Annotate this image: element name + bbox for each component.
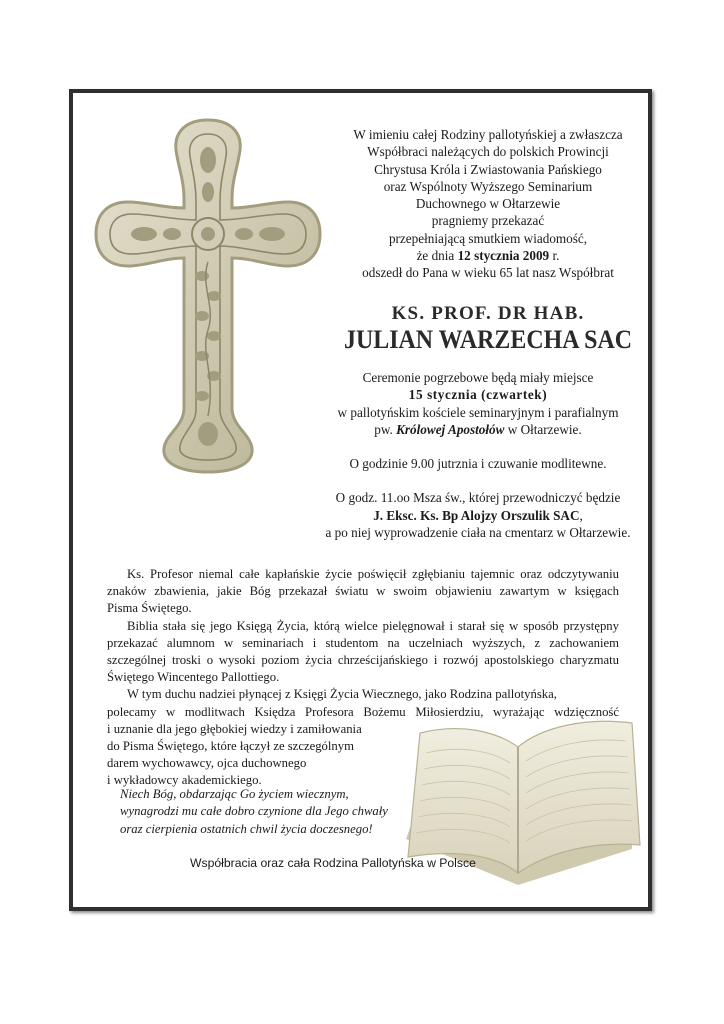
celebrant-name: J. Eksc. Ks. Bp Alojzy Orszulik SAC xyxy=(373,507,580,523)
death-date: 12 stycznia 2009 xyxy=(457,248,550,264)
prayer-line: Niech Bóg, obdarzając Go życiem wiecznym, xyxy=(120,787,349,801)
church-suffix: w Ołtarzewie. xyxy=(504,421,582,437)
intro-line: Współbraci należących do polskich Prowincji xyxy=(367,144,609,160)
bio-line: do Pisma Świętego, które łączył ze szczególnym xyxy=(107,739,354,754)
intro-line: Duchownego w Ołtarzewie xyxy=(415,196,561,212)
announcement-intro xyxy=(300,126,676,282)
bio-line: Świętego Wincentego Pallottiego. xyxy=(107,670,280,685)
prayer-line: oraz cierpienia ostatnich chwil życia doczesnego! xyxy=(120,821,373,836)
deceased-name: JULIAN WARZECHA SAC xyxy=(344,325,632,354)
bio-line: szczególnej troski o wysoki poziom życia chrześcijańskiego i rozwój apostolskiego charyzmatu xyxy=(107,653,619,668)
bio-line: Biblia stała się jego Księgą Życia, którą wielce pielęgnował i starał się w sposób przystępny xyxy=(127,618,619,633)
bio-line: i wykładowcy akademickiego. xyxy=(107,773,262,788)
bio-line: polecamy w modlitwach Księdza Profesora Bożemu Miłosierdziu, wyrażając wdzięczność xyxy=(107,704,619,719)
bio-line: znaków zbawienia, jakie Bóg przekazał światu w swoim objawieniu zawartym w księgach xyxy=(107,584,619,599)
closing-prayer xyxy=(120,786,388,838)
funeral-line: Ceremonie pogrzebowe będą miały miejsce xyxy=(362,370,594,385)
morning-prayer-line: O godzinie 9.00 jutrznia i czuwanie modlitewne. xyxy=(349,456,607,472)
intro-line: W imieniu całej Rodziny pallotyńskiej a zwłaszcza xyxy=(353,127,623,142)
deceased-title: KS. PROF. DR HAB. xyxy=(391,303,585,324)
celebrant-suffix: , xyxy=(579,507,583,523)
date-suffix: r. xyxy=(549,248,560,264)
bio-line: i uznanie dla jego głębokiej wiedzy i zamiłowania xyxy=(107,721,362,736)
bio-line: Ks. Profesor niemal całe kapłańskie życie poświęcił zgłębianiu tajemnic oraz odczytywaniu xyxy=(127,567,619,581)
intro-line: Chrystusa Króla i Zwiastowania Pańskiego xyxy=(374,161,602,177)
burial-line: a po niej wyprowadzenie ciała na cmentarz w Ołtarzewie. xyxy=(325,525,631,541)
biography-text xyxy=(107,566,619,790)
church-name: Królowej Apostołów xyxy=(396,421,505,437)
intro-line: pragniemy przekazać xyxy=(431,213,545,229)
bio-line: W tym duchu nadziei płynącej z Księgi Życia Wiecznego, jako Rodzina pallotyńska, xyxy=(127,687,557,702)
mass-line: O godz. 11.oo Msza św., której przewodniczyć będzie xyxy=(335,490,621,506)
prayer-line: wynagrodzi mu całe dobro czynione dla Jego chwały xyxy=(120,804,388,819)
funeral-date: 15 stycznia (czwartek) xyxy=(408,387,548,403)
passed-line: odszedł do Pana w wieku 65 lat nasz Współbrat xyxy=(362,265,614,281)
signature: Współbracia oraz cała Rodzina Pallotyńska w Polsce xyxy=(190,856,476,870)
funeral-details xyxy=(280,369,676,541)
church-line xyxy=(280,421,676,438)
bio-line: Pisma Świętego. xyxy=(107,601,192,616)
bio-line: przekazać alumnom w seminariach i studentom na uczelniach wyższych, z zachowaniem xyxy=(107,635,619,650)
date-line xyxy=(300,247,676,264)
church-prefix: pw. xyxy=(374,421,397,437)
intro-line: przepełniającą smutkiem wiadomość, xyxy=(388,230,588,246)
intro-line: oraz Wspólnoty Wyższego Seminarium xyxy=(383,178,593,194)
date-prefix: że dnia xyxy=(416,248,458,264)
funeral-line: w pallotyńskim kościele seminaryjnym i parafialnym xyxy=(337,404,619,420)
bio-line: darem wychowawcy, ojca duchownego xyxy=(107,756,307,771)
celebrant-line xyxy=(280,507,676,524)
